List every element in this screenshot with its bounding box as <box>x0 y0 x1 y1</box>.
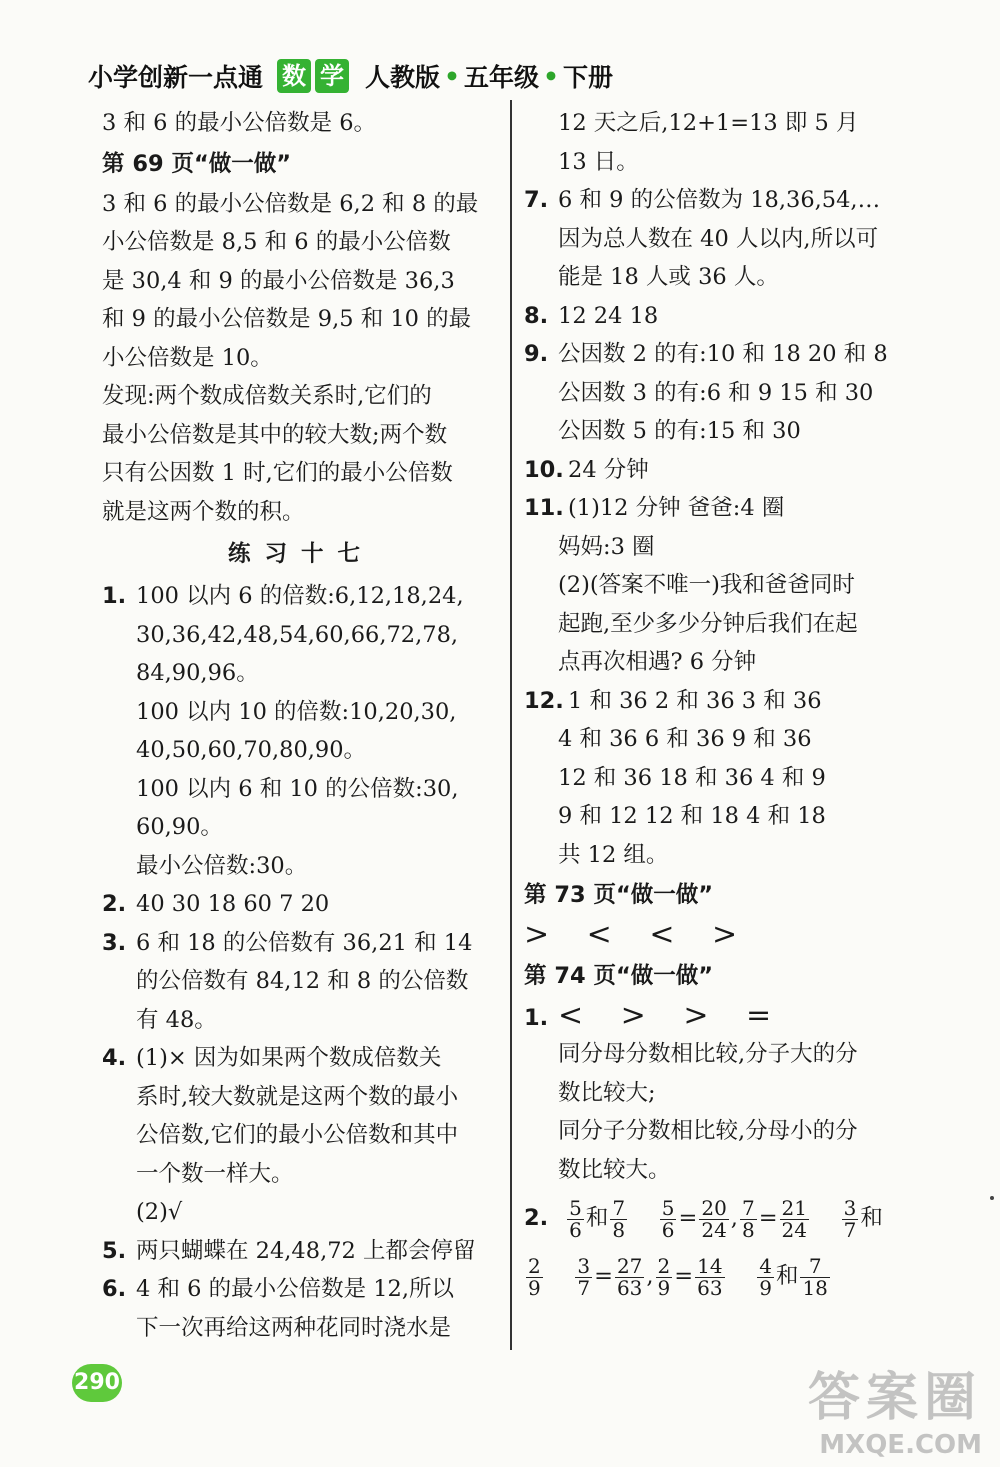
answer-line: (2)√ <box>136 1199 183 1225</box>
denominator: 9 <box>657 1275 671 1300</box>
answer-line: (2)(答案不唯一)我和爸爸同时 <box>558 572 855 598</box>
answer-text: 两只蝴蝶在 24,48,72 上都会停留 <box>136 1237 476 1264</box>
exercise-title: 练习十七 <box>227 541 374 567</box>
answer-line: 数比较大。 <box>558 1156 671 1183</box>
denominator: 7 <box>843 1217 857 1242</box>
question-number: 7. <box>524 187 549 213</box>
answer-text: (1)× 因为如果两个数成倍数关 <box>136 1045 442 1071</box>
question-number: 9. <box>524 341 549 367</box>
comparison-answers: > < < > <box>524 917 752 952</box>
dot-separator: • <box>543 61 560 91</box>
question-number: 8. <box>524 302 549 329</box>
answer-text: 12 24 18 <box>558 302 659 329</box>
watermark <box>742 1355 982 1460</box>
volume: 下册 <box>563 63 614 92</box>
equals-sign: = <box>594 1263 613 1289</box>
numerator: 2 <box>657 1253 671 1278</box>
fraction <box>526 1253 543 1300</box>
ink-dot <box>990 1196 994 1200</box>
and-word: 和 <box>775 1263 799 1289</box>
question-number: 6. <box>102 1276 127 1302</box>
denominator: 63 <box>616 1275 643 1300</box>
equals-sign: = <box>678 1205 698 1231</box>
watermark-logo-text: 答案圈 <box>807 1368 982 1428</box>
denominator: 18 <box>802 1275 828 1300</box>
answer-line <box>102 1039 500 1078</box>
subject-char-2: 学 <box>315 59 349 93</box>
answer-line: 同分子分数相比较,分母小的分 <box>558 1118 858 1144</box>
equals-sign: = <box>758 1205 778 1231</box>
equals-sign: = <box>674 1263 694 1289</box>
question-number: 5. <box>102 1237 127 1264</box>
answer-line: 30,36,42,48,54,60,66,72,78, <box>136 621 459 648</box>
answer-line <box>102 1270 500 1309</box>
answer-line <box>102 1232 500 1271</box>
text-line: 3 和 6 的最小公倍数是 6,2 和 8 的最 <box>102 190 479 217</box>
fraction <box>780 1195 809 1242</box>
fraction <box>842 1195 859 1242</box>
answer-line <box>524 489 924 528</box>
numerator: 4 <box>759 1253 772 1278</box>
fraction <box>740 1195 757 1242</box>
denominator: 63 <box>697 1275 723 1300</box>
question-number: 11. <box>524 495 564 521</box>
answer-line: 起跑,至少多少分钟后我们在起 <box>558 610 858 637</box>
denominator: 7 <box>577 1275 591 1300</box>
column-divider <box>510 100 512 1350</box>
question-number: 3. <box>102 929 127 956</box>
answer-line: 能是 18 人或 36 人。 <box>558 264 779 290</box>
answer-text: 公因数 2 的有:10 和 18 20 和 8 <box>558 341 888 367</box>
fraction <box>615 1253 644 1300</box>
answer-line: 因为总人数在 40 人以内,所以可 <box>558 225 879 252</box>
right-column <box>524 104 924 1305</box>
answer-line: 共 12 组。 <box>558 841 669 868</box>
and-word: 和 <box>585 1205 609 1231</box>
denominator: 9 <box>528 1275 541 1300</box>
answer-line: 40,50,60,70,80,90。 <box>136 737 367 763</box>
answer-line <box>524 682 924 721</box>
text-line: 是 30,4 和 9 的最小公倍数是 36,3 <box>102 267 455 294</box>
answer-line: 9 和 12 12 和 18 4 和 18 <box>558 803 826 829</box>
answer-line <box>524 451 924 490</box>
answer-text: 24 分钟 <box>568 456 649 483</box>
answer-line: 妈妈:3 圈 <box>558 533 655 560</box>
answer-line: 100 以内 6 和 10 的公倍数:30, <box>136 775 459 802</box>
text-line: 只有公因数 1 时,它们的最小公倍数 <box>102 460 453 486</box>
question-number: 2. <box>102 891 127 917</box>
answer-line: 点再次相遇? 6 分钟 <box>558 649 757 675</box>
answer-text: 6 和 9 的公倍数为 18,36,54,… <box>558 187 881 213</box>
comma: , <box>646 1263 654 1289</box>
section-heading-p73: 第 73 页“做一做” <box>524 882 714 908</box>
fraction <box>567 1195 584 1242</box>
question-number: 12. <box>524 687 564 714</box>
text-line: 小公倍数是 10。 <box>102 344 273 371</box>
numerator: 14 <box>697 1253 723 1278</box>
grade: 五年级 <box>464 63 540 92</box>
denominator: 24 <box>781 1217 807 1242</box>
numerator: 5 <box>661 1195 675 1220</box>
fraction-line <box>524 1189 924 1247</box>
numerator: 3 <box>577 1253 591 1278</box>
answer-text: 4 和 6 的最小公倍数是 12,所以 <box>136 1276 455 1302</box>
answer-line: 有 48。 <box>136 1006 217 1033</box>
answer-line <box>524 997 924 1036</box>
fraction <box>695 1253 724 1300</box>
answer-text: 100 以内 6 的倍数:6,12,18,24, <box>136 583 464 609</box>
numerator: 20 <box>701 1195 727 1220</box>
text-line: 和 9 的最小公倍数是 9,5 和 10 的最 <box>102 306 472 332</box>
subject-badge <box>277 59 349 93</box>
fraction <box>660 1195 677 1242</box>
denominator: 8 <box>612 1217 626 1242</box>
answer-line <box>102 577 500 616</box>
answer-line: 60,90。 <box>136 814 223 840</box>
watermark-url: MXQE.COM <box>819 1430 982 1460</box>
text-line: 3 和 6 的最小公倍数是 6。 <box>102 110 377 136</box>
answer-line: 13 日。 <box>558 148 639 175</box>
fraction <box>575 1253 592 1300</box>
left-column <box>102 104 500 1347</box>
answer-line: 的公倍数有 84,12 和 8 的公倍数 <box>136 968 469 994</box>
book-brand: 小学创新一点通 <box>88 63 264 92</box>
denominator: 6 <box>569 1217 582 1242</box>
answer-line: 数比较大; <box>558 1079 656 1106</box>
question-number: 1. <box>102 583 127 609</box>
answer-text: 6 和 18 的公倍数有 36,21 和 14 <box>136 929 473 956</box>
section-heading-p69: 第 69 页“做一做” <box>102 150 292 177</box>
dot-separator: • <box>444 61 461 91</box>
fraction-line <box>524 1247 924 1305</box>
text-line: 小公倍数是 8,5 和 6 的最小公倍数 <box>102 229 451 255</box>
answer-line: 100 以内 10 的倍数:10,20,30, <box>136 698 457 725</box>
answer-line: 最小公倍数:30。 <box>136 852 308 879</box>
fraction <box>610 1195 627 1242</box>
answer-line: 公因数 5 的有:15 和 30 <box>558 418 801 444</box>
comparison-symbols: < > > = <box>558 997 786 1033</box>
text-line: 最小公倍数是其中的较大数;两个数 <box>102 421 448 448</box>
denominator: 24 <box>701 1217 727 1242</box>
denominator: 9 <box>759 1275 772 1300</box>
answer-line: 一个数一样大。 <box>136 1160 294 1187</box>
subject-char-1: 数 <box>277 59 311 93</box>
question-number: 4. <box>102 1045 127 1071</box>
answer-line: 下一次再给这两种花同时浇水是 <box>136 1314 452 1341</box>
answer-text: 1 和 36 2 和 36 3 和 36 <box>568 687 822 714</box>
numerator: 5 <box>569 1195 582 1220</box>
answer-line: 公因数 3 的有:6 和 9 15 和 30 <box>558 379 874 406</box>
question-number: 2. <box>524 1205 549 1231</box>
answer-line: 4 和 36 6 和 36 9 和 36 <box>558 726 812 752</box>
answer-line: 系时,较大数就是这两个数的最小 <box>136 1083 459 1110</box>
numerator: 7 <box>741 1195 755 1220</box>
answer-line: 同分母分数相比较,分子大的分 <box>558 1041 858 1067</box>
numerator: 27 <box>616 1253 643 1278</box>
text-line: 发现:两个数成倍数关系时,它们的 <box>102 383 432 409</box>
page-number: 290 <box>72 1364 122 1402</box>
numerator: 21 <box>781 1195 807 1220</box>
section-heading-p74: 第 74 页“做一做” <box>524 962 714 989</box>
comma: , <box>730 1205 738 1231</box>
edition: 人教版 <box>365 63 441 92</box>
numerator: 7 <box>800 1256 829 1278</box>
denominator: 6 <box>661 1217 675 1242</box>
numerator: 3 <box>843 1195 857 1220</box>
question-number: 10. <box>524 456 564 483</box>
page-header <box>88 56 613 96</box>
answer-line <box>524 297 924 336</box>
answer-line: 公倍数,它们的最小公倍数和其中 <box>136 1122 459 1148</box>
fraction <box>699 1195 728 1242</box>
fraction <box>800 1253 829 1300</box>
answer-line <box>524 181 924 220</box>
answer-text: 40 30 18 60 7 20 <box>136 891 330 917</box>
answer-line <box>524 335 924 374</box>
answer-text: (1)12 分钟 爸爸:4 圈 <box>568 495 785 521</box>
answer-line <box>102 885 500 924</box>
answer-line: 84,90,96。 <box>136 660 259 686</box>
numerator: 7 <box>612 1195 626 1220</box>
and-word: 和 <box>860 1205 883 1231</box>
answer-line: 12 和 36 18 和 36 4 和 9 <box>558 764 826 791</box>
numerator: 2 <box>528 1253 541 1278</box>
answer-line: 12 天之后,12+1=13 即 5 月 <box>558 110 859 136</box>
answer-line <box>102 924 500 963</box>
fraction <box>757 1253 774 1300</box>
question-number: 1. <box>524 1004 549 1031</box>
text-line: 就是这两个数的积。 <box>102 498 305 525</box>
denominator: 8 <box>741 1217 755 1242</box>
fraction <box>656 1253 673 1300</box>
